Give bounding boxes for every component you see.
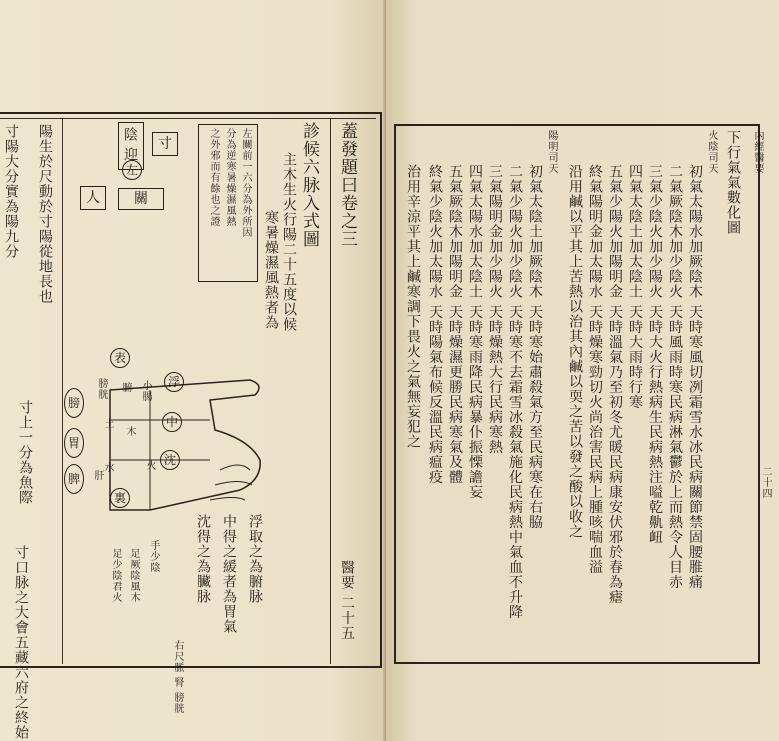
yin-label: 陰 — [122, 127, 138, 142]
zhong-desc-col: 中得之緩者為胃氣 — [221, 514, 237, 634]
li-circle: 裏 — [110, 488, 130, 508]
qi-row: 三氣陽明金加少陽火 天時燥熱大行民病寒熱 — [487, 164, 503, 455]
wuxing-col: 寒暑燥濕風熱者為 — [263, 210, 279, 330]
fu-circle: 浮 — [164, 372, 184, 392]
fu-label: 腑 — [120, 382, 131, 393]
section-label: 陽明司天 — [546, 130, 557, 174]
fragment-col: 寸上一分為魚際 — [17, 400, 33, 505]
ying-label: 迎 — [122, 147, 138, 162]
qi-row: 四氣太陽水加太陰土 天時寒雨降民病暴仆振慄譫妄 — [467, 164, 483, 500]
gan-label: 肝 — [92, 470, 103, 481]
qi-row: 初氣太陽水加厥陰木 天時寒風切冽霜雪水冰民病關節禁固腰脽痛 — [687, 164, 703, 590]
left-guan-col: 之外邪而有餘也之證 — [208, 128, 219, 227]
right-page — [386, 0, 779, 741]
fragment-col: 寸口脉之大會五藏六府之終始 — [13, 545, 29, 740]
wei-circle: 胃 — [64, 428, 84, 458]
ren-box — [80, 186, 106, 210]
fragment-col: 寸陽大分實為陽九分 — [3, 124, 19, 259]
left-page — [0, 0, 388, 741]
chen-circle: 沈 — [160, 450, 180, 470]
left-guan-col: 左關前一六分為外所因 — [240, 128, 251, 238]
left-guan-col: 分為逆寒暑燥濕風熱 — [224, 128, 235, 227]
xiao-chang-label: 小腸 — [140, 380, 151, 402]
ren-label: 人 — [86, 190, 100, 206]
guan-label: 關 — [134, 191, 148, 207]
qi-row: 二氣厥陰木加少陰火 天時風雨時寒民病淋氣鬱於上而熱令人目赤 — [667, 164, 683, 590]
zhong-circle: 中 — [162, 412, 182, 432]
treatment-row: 治用辛涼平其上鹹寒調下畏火之氣無妄犯之 — [405, 164, 421, 449]
fragment-col: 陽生於尺動於寸陽從地長也 — [37, 124, 53, 304]
header-divider — [330, 118, 331, 664]
left-column-rule — [62, 118, 63, 664]
chapter-title: 診候六脉入式圖 — [299, 122, 319, 248]
qi-row: 二氣少陽火加少陰火 天時寒不去霜雪冰殺氣施化民病熱中氣血不升降 — [507, 164, 523, 620]
zu-jue-yin-label: 足厥陰風木 — [128, 548, 139, 603]
wuxing-col: 主木生火行陽二十五度以候 — [281, 152, 297, 332]
section-label: 火陰司天 — [706, 130, 717, 174]
cun-box — [152, 132, 178, 156]
guan-box — [118, 188, 164, 210]
qi-row: 五氣厥陰木加陽明金 天時燥濕更勝民病寒氣及體 — [447, 164, 463, 485]
fu-desc-col: 浮取之為腑脉 — [247, 514, 263, 604]
header-tag: 內經醫要 — [752, 130, 763, 174]
chart-title: 下行氣氣數化圖 — [725, 130, 741, 235]
huo-label: 火 — [144, 460, 155, 471]
qi-row: 四氣太陰土加太陰土 天時大雨時行寒 — [627, 164, 643, 410]
left-header-rule — [0, 118, 376, 119]
qi-row: 終氣陽明金加太陽水 天時燥寒勁切火尚治害民病上腫咳喘血溢 — [587, 164, 603, 575]
pang-guang-label: 膀胱 — [96, 378, 107, 400]
shui-label: 水 — [102, 462, 113, 473]
qi-row: 終氣少陰火加太陽水 天時陽氣布候反溫民病瘟疫 — [427, 164, 443, 485]
cun-label: 寸 — [158, 136, 172, 152]
pi-circle: 脾 — [64, 464, 84, 494]
shou-shao-yin-label: 手少陰 — [148, 540, 159, 573]
folio-number: 醫要 二十五 — [339, 560, 355, 641]
left-circle-label: 左 — [122, 160, 142, 180]
treatment-row: 沿用鹹以平其上苦熱以治其內鹹以耎之苦以發之酸以收之 — [567, 164, 583, 539]
pang-circle: 膀 — [64, 388, 84, 418]
zu-shao-yin-label: 足少陰君火 — [110, 548, 121, 603]
biao-circle: 表 — [110, 348, 130, 368]
mu-label: 木 — [124, 426, 135, 437]
side-tag: 右尺脈 腎 膀胱 — [172, 640, 183, 715]
margin-tag: 二十四 — [760, 466, 771, 499]
qi-row: 初氣太陰土加厥陰木 天時寒始肅殺氣方至民病寒在右脇 — [527, 164, 543, 530]
tu-label: 土 — [102, 418, 113, 429]
qi-row: 五氣少陽火加陽明金 天時溫氣乃至初冬尤暖民病康安伏邪於春為瘧 — [607, 164, 623, 605]
qi-row: 三氣少陰火加少陽火 天時大火行熱病生民病熱注嗌乾鼽衄 — [647, 164, 663, 545]
chen-desc-col: 沈得之為臟脉 — [195, 514, 211, 604]
book-title: 蓋發題曰卷之三 — [337, 122, 357, 248]
